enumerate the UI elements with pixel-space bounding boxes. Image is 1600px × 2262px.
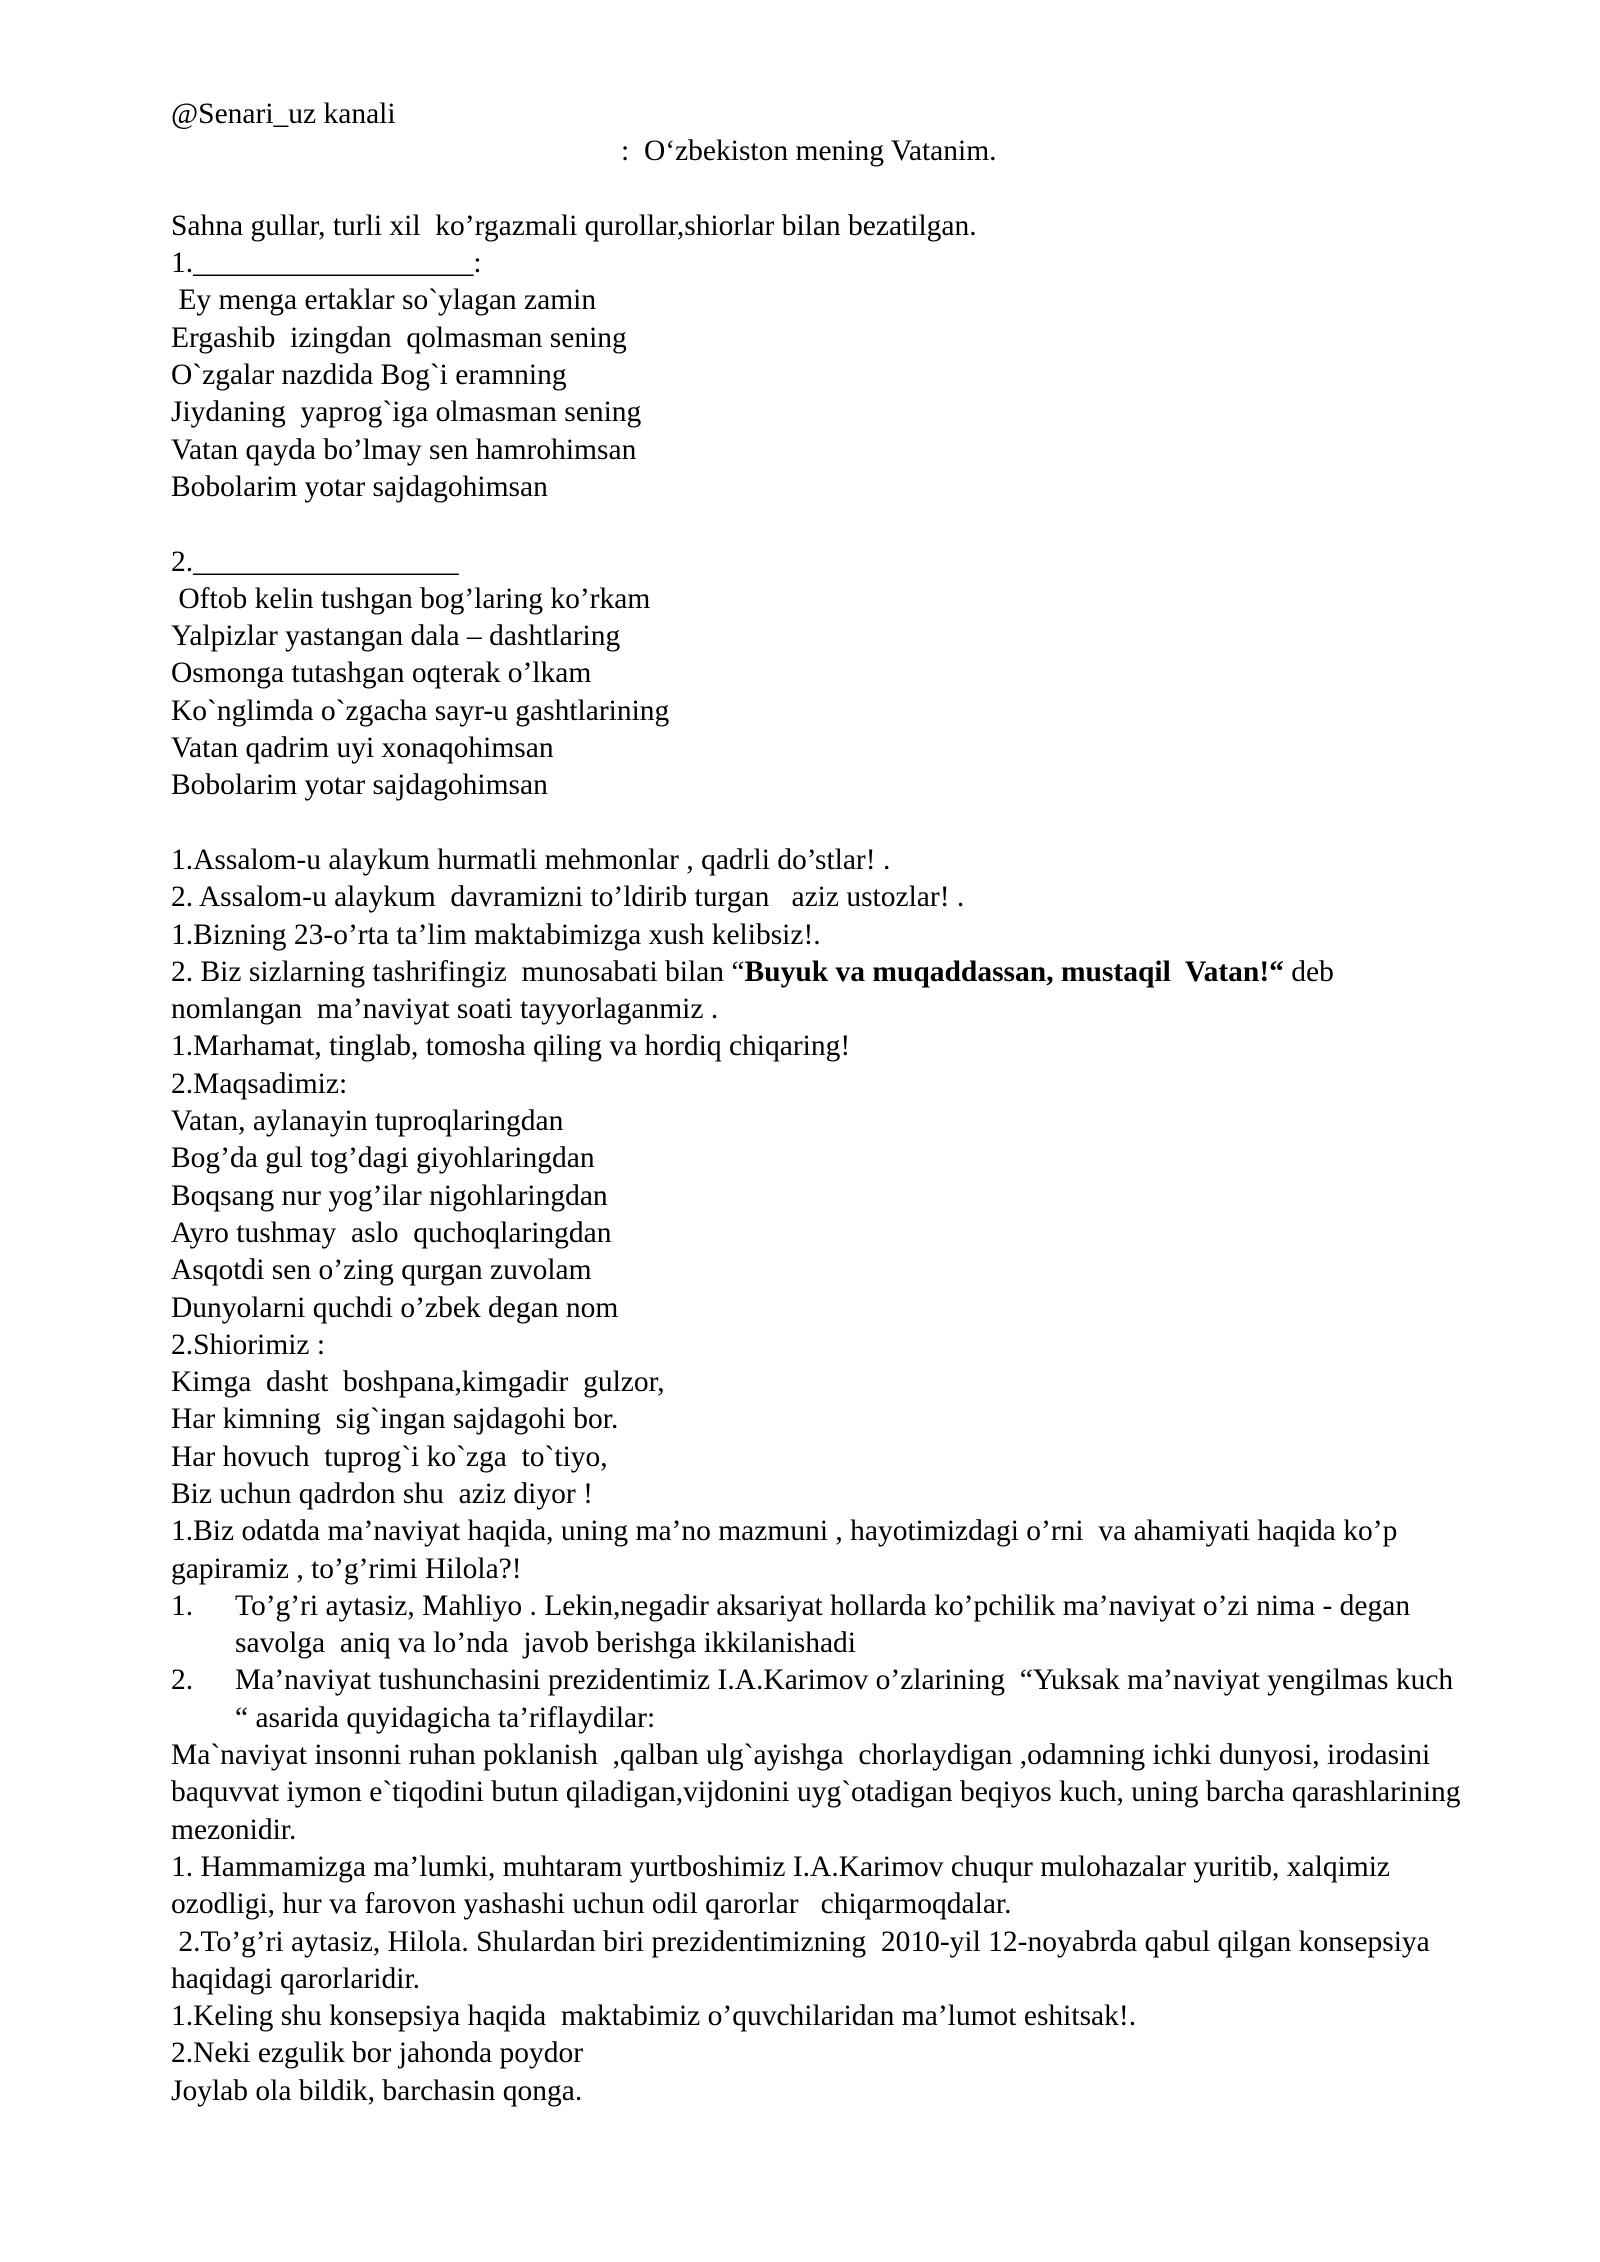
motto-line: Biz uchun qadrdon shu aziz diyor !	[171, 1477, 593, 1510]
song-2-line: Ko`nglimda o`zgacha sayr-u gashtlarining	[171, 694, 670, 727]
poem-line: Ayro tushmay aslo quchoqlaringdan	[171, 1216, 612, 1249]
numbered-paragraph	[171, 1588, 1471, 1663]
dialogue-line: 1.Bizning 23-o’rta ta’lim maktabimizga xush kelibsiz!.	[171, 918, 821, 951]
song-2-label: 2.__________________	[171, 545, 459, 578]
dialogue-paragraph: 1. Hammamizga ma’lumki, muhtaram yurtboshimiz I.A.Karimov chuqur mulohazalar yuritib, xalqimiz ozodligi, hur va farovon yashashi uchun odil qarorlar chiqarmoqdalar.	[171, 1850, 1398, 1921]
song-1-line: Bobolarim yotar sajdagohimsan	[171, 470, 548, 503]
dialogue-line: 1.Keling shu konsepsiya haqida maktabimiz o’quvchilaridan ma’lumot eshitsak!.	[171, 2000, 1137, 2033]
paragraph-number: 2.	[171, 1664, 194, 1697]
song-2-line: Vatan qadrim uyi xonaqohimsan	[171, 732, 554, 765]
poem-line: 2.Neki ezgulik bor jahonda poydor	[171, 2037, 584, 2070]
motto-line: Kimga dasht boshpana,kimgadir gulzor,	[171, 1366, 665, 1399]
dialogue-paragraph: 2.To’g’ri aytasiz, Hilola. Shulardan biri prezidentimizning 2010-yil 12-noyabrda qabul qilgan konsepsiya haqidagi qarorlaridir.	[171, 1925, 1460, 1995]
event-intro-text: 2. Biz sizlarning tashrifingiz munosabati bilan “	[171, 955, 745, 988]
song-1-line: Ergashib izingdan qolmasman sening	[171, 321, 627, 354]
document-body	[171, 96, 1471, 2110]
dialogue-line: 1.Assalom-u alaykum hurmatli mehmonlar , qadrli do’stlar! .	[171, 843, 891, 876]
spacer	[171, 171, 1471, 208]
spacer	[171, 506, 1471, 543]
dialogue-line: 1.Marhamat, tinglab, tomosha qiling va hordiq chiqaring!	[171, 1030, 851, 1063]
numbered-paragraph	[171, 1662, 1471, 1737]
song-2-line: Yalpizlar yastangan dala – dashtlaring	[171, 620, 621, 653]
paragraph-text: To’g’ri aytasiz, Mahliyo . Lekin,negadir aksariyat hollarda ko’pchilik ma’naviyat o’zi nima - degan savolga aniq va lo’nda javob berishga ikkilanishadi	[235, 1589, 1418, 1660]
dialogue-line: 2. Assalom-u alaykum davramizni to’ldirib turgan aziz ustozlar! .	[171, 881, 965, 914]
poem-line: Vatan, aylanayin tuproqlaringdan	[171, 1105, 564, 1138]
stage-description: Sahna gullar, turli xil ko’rgazmali qurollar,shiorlar bilan bezatilgan.	[171, 209, 977, 242]
song-1-label: 1.___________________:	[171, 247, 482, 280]
song-1-line: O`zgalar nazdida Bog`i eramning	[171, 359, 567, 392]
song-2-line: Oftob kelin tushgan bog’laring ko’rkam	[171, 582, 651, 615]
definition-paragraph: Ma`naviyat insonni ruhan poklanish ,qalban ulg`ayishga chorlaydigan ,odamning ichki dunyosi, irodasini baquvvat iymon e`tiqodini butun qiladigan,vijdonini uyg`otadigan beqiyos kuch, uning barcha qarashlarining mezonidir.	[171, 1739, 1468, 1846]
motto-line: Har kimning sig`ingan sajdagohi bor.	[171, 1403, 619, 1436]
poem-line: Bog’da gul tog’dagi giyohlaringdan	[171, 1142, 595, 1175]
spacer	[171, 805, 1471, 842]
song-1-line: Jiydaning yaprog`iga olmasman sening	[171, 396, 642, 429]
song-1-line: Vatan qayda bo’lmay sen hamrohimsan	[171, 433, 637, 466]
paragraph-text: Ma’naviyat tushunchasini prezidentimiz I.A.Karimov o’zlarining “Yuksak ma’naviyat yengilmas kuch “ asarida quyidagicha ta’riflaydilar:	[235, 1664, 1461, 1734]
poem-line: Dunyolarni quchdi o’zbek degan nom	[171, 1291, 619, 1324]
page-title: : O‘zbekiston mening Vatanim.	[621, 135, 997, 168]
dialogue-paragraph: 1.Biz odatda ma’naviyat haqida, uning ma’no mazmuni , hayotimizdagi o’rni va ahamiyati haqida ko’p gapiramiz , to’g’rimi Hilola?!	[171, 1515, 1405, 1585]
song-1-line: Ey menga ertaklar so`ylagan zamin	[171, 284, 597, 317]
goal-heading: 2.Maqsadimiz:	[171, 1067, 348, 1100]
paragraph-number: 1.	[171, 1589, 194, 1622]
motto-line: Har hovuch tuprog`i ko`zga to`tiyo,	[171, 1440, 608, 1473]
poem-line: Joylab ola bildik, barchasin qonga.	[171, 2074, 583, 2107]
poem-line: Boqsang nur yog’ilar nigohlaringdan	[171, 1179, 608, 1212]
dialogue-line-event-name	[171, 954, 1471, 1029]
channel-name: @Senari_uz kanali	[171, 98, 396, 130]
event-intro-tail: deb nomlangan ma’naviyat soati tayyorlaganmiz .	[171, 955, 1342, 1026]
event-name: Buyuk va muqaddassan, mustaqil Vatan!“	[744, 955, 1284, 988]
song-2-line: Osmonga tutashgan oqterak o’lkam	[171, 657, 592, 690]
motto-heading: 2.Shiorimiz :	[171, 1328, 326, 1361]
song-2-line: Bobolarim yotar sajdagohimsan	[171, 769, 548, 802]
poem-line: Asqotdi sen o’zing qurgan zuvolam	[171, 1254, 592, 1287]
